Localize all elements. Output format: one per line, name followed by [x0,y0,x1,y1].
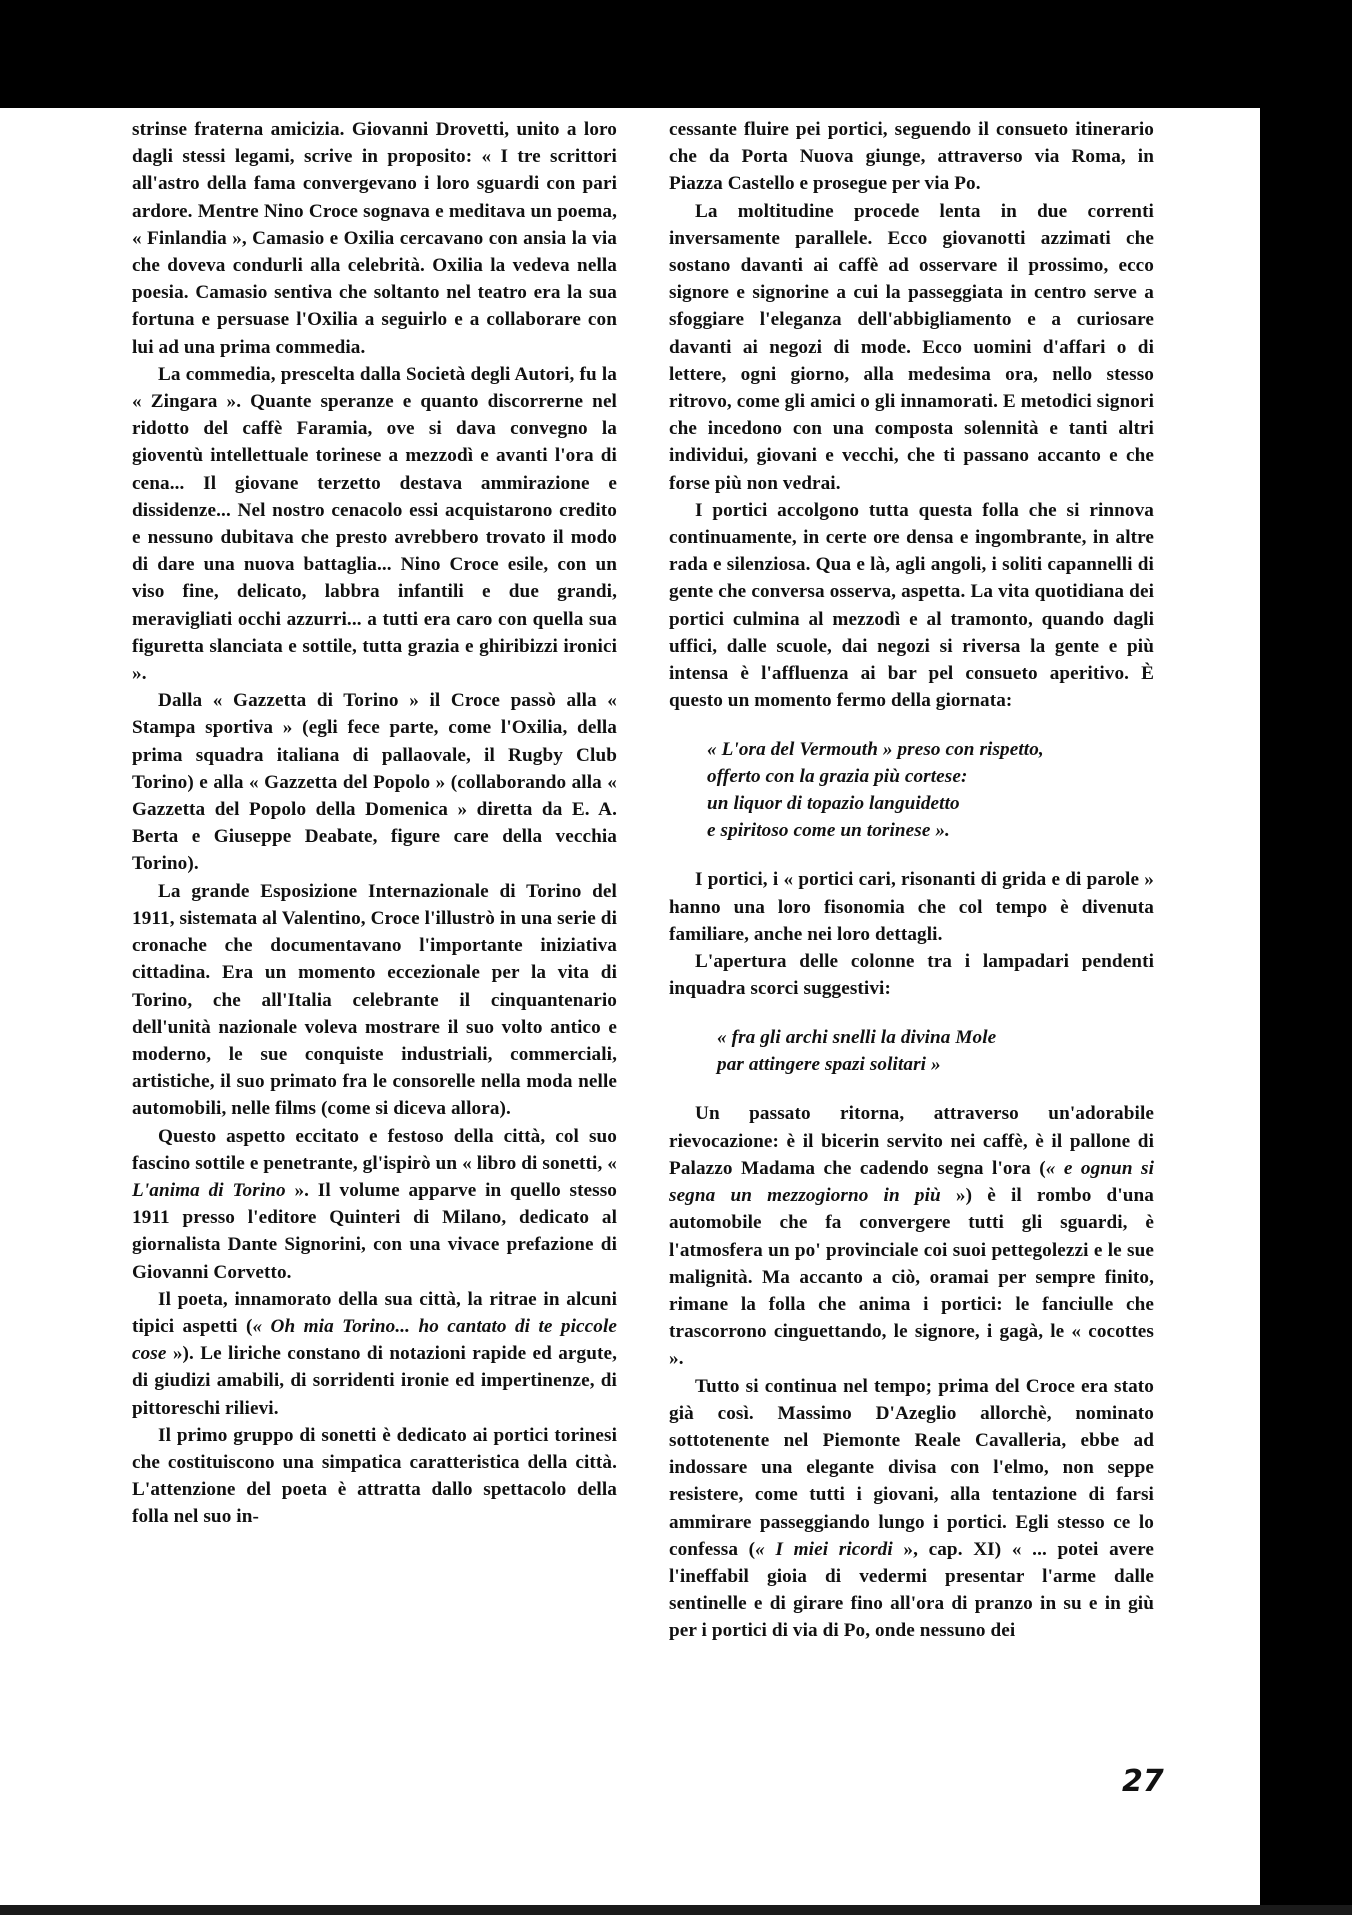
text-run: »). Le liriche constano di notazioni rapide ed argute, di giudizi amabili, di sorridenti ironie ed impertinenze, di pittoreschi rilievi. [132,1343,617,1419]
scan-bottom-border [0,1905,1352,1915]
inline-quote: « Oh mia Torino... ho cantato di te piccole cose [132,1315,617,1365]
left-column [132,116,617,1531]
paragraph: La moltitudine procede lenta in due correnti inversamente parallele. Ecco giovanotti azzimati che sostano davanti ai caffè ad osservare il prossimo, ecco signore e signorine a cui la passeggiata in centro serve a sfoggiare l'eleganza dell'abbigliamento e a curiosare davanti ai negozi di mode. Ecco uomini d'affari o di lettere, ogni giorno, alla medesima ora, nello stesso ritrovo, come gli amici o gli innamorati. E metodici signori che incedono con una composta solennità e tanti altri individui, giovani e vecchi, che ti passano accanto e che forse più non vedrai. [669,200,1154,494]
verse-line: « L'ora del Vermouth » preso con rispetto, [707,739,1044,761]
text-run: Questo aspetto eccitato e festoso della città, col suo fascino sottile e penetrante, gl'ispirò un « libro di sonetti, « [132,1125,617,1174]
text-run: Un passato ritorna, attraverso un'adorabile rievocazione: è il bicerin servito nei caffè, è il pallone di Palazzo Madama che cadendo segna l'ora ( [669,1103,1154,1179]
text-run: », cap. XI) « ... potei avere l'ineffabil gioia di vedermi presentar l'arme dalle sentinelle e di girare fino all'ora di pranzo in su e in giù per i portici di via di Po, onde nessuno dei [669,1538,1154,1642]
verse-line: offerto con la grazia più cortese: [707,766,968,788]
verse-line: « fra gli archi snelli la divina Mole [717,1027,997,1049]
paragraph: cessante fluire pei portici, seguendo il consueto itinerario che da Porta Nuova giunge, attraverso via Roma, in Piazza Castello e prosegue per via Po. [669,119,1154,195]
text-run: Il poeta, innamorato della sua città, la ritrae in alcuni tipici aspetti ( [132,1288,617,1337]
paragraph: La commedia, prescelta dalla Società degli Autori, fu la « Zingara ». Quante speranze e quanto discorrerne nel ridotto del caffè Faramia, ove si dava convegno la gioventù intellettuale torinese a mezzodì e avanti l'ora di cena... Il giovane terzetto destava ammirazione e dissidenze... Nel nostro cenacolo essi acquistarono credito e nessuno dubitava che presto avrebbero trovato il modo di dare una nuova battaglia... Nino Croce esile, con un viso fine, delicato, labbra infantili e due grandi, meravigliati occhi azzurri... a tutti era caro con quella sua figuretta slanciata e sottile, tutta grazia e ghiribizzi ironici ». [132,363,617,685]
page-number: 27 [1122,1764,1164,1799]
paragraph: Dalla « Gazzetta di Torino » il Croce passò alla « Stampa sportiva » (egli fece parte, come l'Oxilia, della prima squadra italiana di pallaovale, il Rugby Club Torino) e alla « Gazzetta del Popolo » (collaborando alla « Gazzetta del Popolo della Domenica » diretta da E. A. Berta e Giuseppe Deabate, figure care della vecchia Torino). [132,690,617,875]
paragraph [669,1373,1154,1645]
book-title: L'anima di Torino [132,1179,286,1201]
book-page [132,116,1155,1876]
text-run: Tutto si continua nel tempo; prima del Croce era stato già così. Massimo D'Azeglio allorchè, nominato sottotenente nel Piemonte Reale Cavalleria, ebbe ad indossare una elegante divisa con l'elmo, non seppe resistere, come tutti i giovani, alla tentazione di farsi ammirare passeggiando lungo i portici. Egli stesso ce lo confessa ( [669,1375,1154,1560]
paragraph: L'apertura delle colonne tra i lampadari pendenti inquadra scorci suggestivi: [669,951,1154,1000]
inline-quote: « e ognun si segna un mezzogiorno in più [669,1157,1155,1207]
verse-line: un liquor di topazio languidetto [707,793,960,815]
scan-right-border [1260,0,1352,1915]
paragraph [132,1286,617,1422]
scan-top-border [0,0,1352,108]
paragraph: I portici accolgono tutta questa folla che si rinnova continuamente, in certe ore densa e ingombrante, in altre rada e silenziosa. Qua e là, agli angoli, i soliti capannelli di gente che conversa osserva, aspetta. La vita quotidiana dei portici culmina al mezzodì e al tramonto, quando dagli uffici, dalle scuole, dai negozi si riversa la gente e più intensa è l'affluenza ai bar pel consueto aperitivo. È questo un momento fermo della giornata: [669,499,1154,712]
paragraph: Il primo gruppo di sonetti è dedicato ai portici torinesi che costituiscono una simpatica caratteristica della città. L'attenzione del poeta è attratta dallo spettacolo della folla nel suo in- [132,1424,617,1528]
verse-line: par attingere spazi solitari » [717,1054,941,1076]
verse-line: e spiritoso come un torinese ». [707,820,950,842]
text-run: ») è il rombo d'una automobile che fa convergere tutti gli sguardi, è l'atmosfera un po' provinciale coi suoi pettegolezzi e le sue malignità. Ma accanto a ciò, oramai per sempre finito, rimane la folla che anima i portici: le fanciulle che trascorrono cinguettando, le signore, i gagà, le « cocottes ». [669,1185,1154,1370]
paragraph: I portici, i « portici cari, risonanti di grida e di parole » hanno una loro fisonomia che col tempo è divenuta familiare, anche nei loro dettagli. [669,869,1154,945]
paragraph [132,1123,617,1286]
text-run: ». Il volume apparve in quello stesso 1911 presso l'editore Quinteri di Milano, dedicato al giornalista Dante Signorini, con una vivace prefazione di Giovanni Corvetto. [132,1179,618,1283]
verse-quote [717,1024,1154,1078]
paragraph: strinse fraterna amicizia. Giovanni Drovetti, unito a loro dagli stessi legami, scrive in proposito: « I tre scrittori all'astro della fama convergevano i loro sguardi con pari ardore. Mentre Nino Croce sognava e meditava un poema, « Finlandia », Camasio e Oxilia cercavano con ansia la via che doveva condurli alla celebrità. Oxilia la vedeva nella poesia. Camasio sentiva che soltanto nel teatro era la sua fortuna e persuase l'Oxilia a seguirlo e a collaborare con lui ad una prima commedia. [132,119,617,358]
book-title: « I miei ricordi [755,1538,893,1560]
paragraph [669,1100,1154,1372]
right-column [669,116,1154,1645]
paragraph: La grande Esposizione Internazionale di Torino del 1911, sistemata al Valentino, Croce l'illustrò in una serie di cronache che documentavano l'importante iniziativa cittadina. Era un momento eccezionale per la vita di Torino, che all'Italia celebrante il cinquantenario dell'unità nazionale voleva mostrare il suo volto antico e moderno, le sue conquiste industriali, commerciali, artistiche, il suo primato fra le consorelle nella moda nelle automobili, nelle films (come si diceva allora). [132,880,618,1120]
verse-quote [707,736,1154,844]
